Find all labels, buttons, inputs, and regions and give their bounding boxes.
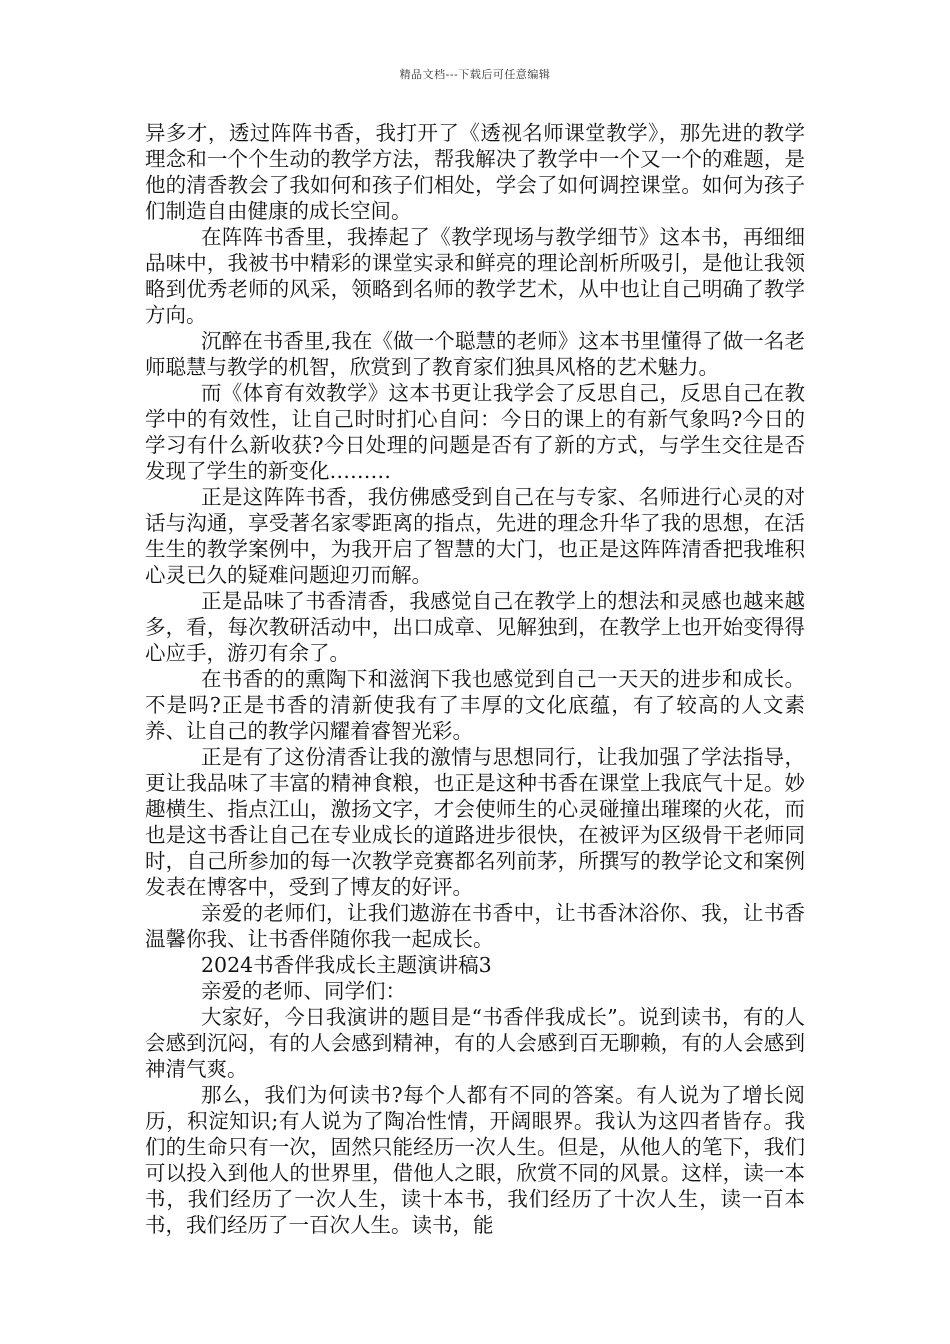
- paragraph-8: 正是有了这份清香让我的激情与思想同行，让我加强了学法指导，更让我品味了丰富的精神食粮，也正是这种书香在课堂上我底气十足。妙趣横生、指点江山，激扬文字，才会使师生的心灵碰撞出璀璨的火花，而也是这书香让自己在专业成长的道路进步很快，在被评为区级骨干老师同时，自己所参加的每一次教学竞赛都名列前茅，所撰写的教学论文和案例发表在博客中，受到了博友的好评。: [145, 745, 805, 899]
- section-title: 2024书香伴我成长主题演讲稿3: [201, 953, 492, 977]
- paragraph-6: 正是品味了书香清香，我感觉自己在教学上的想法和灵感也越来越多，看，每次教研活动中，出口成章、见解独到，在教学上也开始变得得心应手，游刃有余了。: [145, 589, 805, 665]
- paragraph-9: 亲爱的老师们，让我们遨游在书香中，让书香沐浴你、我，让书香温馨你我、让书香伴随你我一起成长。: [145, 901, 805, 951]
- paragraph-13: 那么，我们为何读书?每个人都有不同的答案。有人说为了增长阅历，积淀知识;有人说为了陶冶性情，开阔眼界。我认为这四者皆存。我们的生命只有一次，固然只能经历一次人生。但是，从他人的笔下，我们可以投入到他人的世界里，借他人之眼，欣赏不同的风景。这样，读一本书，我们经历了一次人生，读十本书，我们经历了十次人生，读一百本书，我们经历了一百次人生。读书，能: [145, 1083, 805, 1237]
- document-body: [145, 120, 805, 1238]
- paragraph-3: 沉醉在书香里,我在《做一个聪慧的老师》这本书里懂得了做一名老师聪慧与教学的机智，欣赏到了教育家们独具风格的艺术魅力。: [145, 329, 805, 379]
- paragraph-4: 而《体育有效教学》这本书更让我学会了反思自己，反思自己在教学中的有效性，让自己时时扪心自问：今日的课上的有新气象吗?今日的学习有什么新收获?今日处理的问题是否有了新的方式，与学生交往是否发现了学生的新变化………: [145, 381, 805, 483]
- paragraph-7: 在书香的的熏陶下和滋润下我也感觉到自己一天天的进步和成长。不是吗?正是书香的清新使我有了丰厚的文化底蕴，有了较高的人文素养、让自己的教学闪耀着睿智光彩。: [145, 667, 805, 743]
- paragraph-2: 在阵阵书香里，我捧起了《教学现场与教学细节》这本书，再细细品味中，我被书中精彩的课堂实录和鲜亮的理论剖析所吸引，是他让我领略到优秀老师的风采，领略到名师的教学艺术，从中也让自己明确了教学方向。: [145, 225, 805, 327]
- salutation: 亲爱的老师、同学们：: [201, 979, 406, 1003]
- paragraph-1: 异多才，透过阵阵书香，我打开了《透视名师课堂教学》，那先进的教学理念和一个个生动的教学方法，帮我解决了教学中一个又一个的难题，是他的清香教会了我如何和孩子们相处，学会了如何调控课堂。如何为孩子们制造自由健康的成长空间。: [145, 121, 805, 223]
- paragraph-12: 大家好，今日我演讲的题目是“书香伴我成长”。说到读书，有的人会感到沉闷，有的人会感到精神，有的人会感到百无聊赖，有的人会感到神清气爽。: [145, 1005, 805, 1081]
- page-header: 精品文档---下载后可任意编辑: [399, 68, 551, 81]
- paragraph-5: 正是这阵阵书香，我仿佛感受到自己在与专家、名师进行心灵的对话与沟通，享受著名家零距离的指点，先进的理念升华了我的思想，在活生生的教学案例中，为我开启了智慧的大门，也正是这阵阵清香把我堆积心灵已久的疑难问题迎刃而解。: [145, 485, 805, 587]
